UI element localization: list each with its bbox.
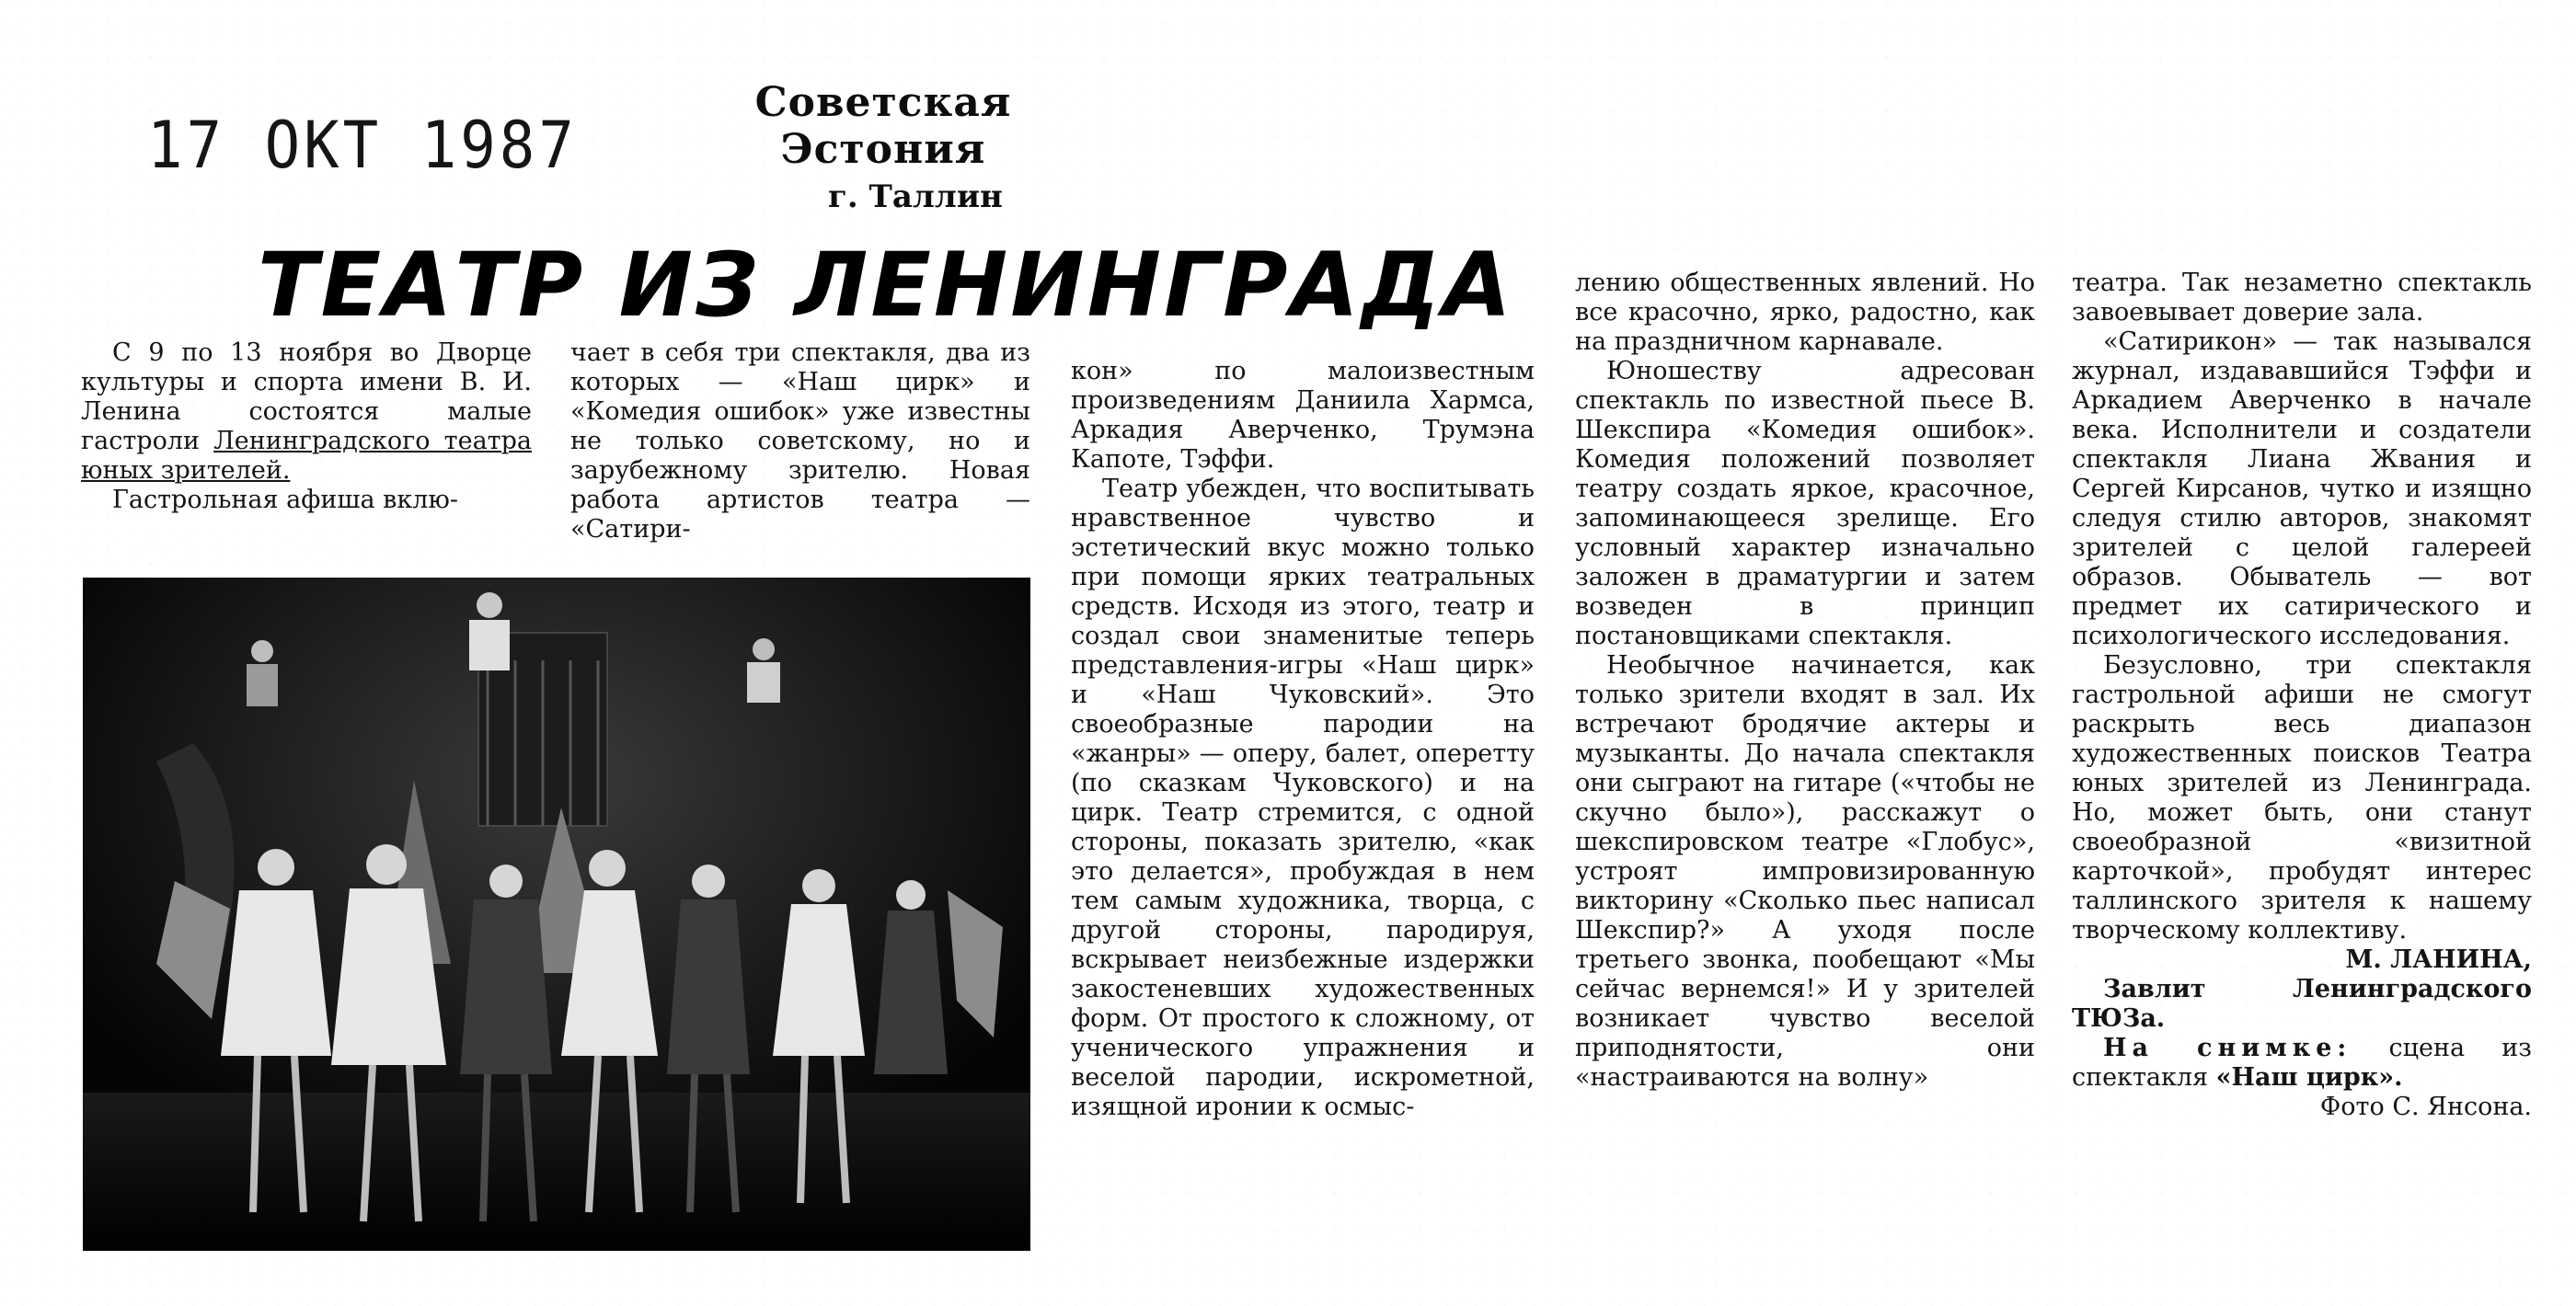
paragraph: Гастрольная афиша вклю- — [112, 486, 458, 514]
author-position: Завлит Ленинградского ТЮЗа. — [2072, 975, 2532, 1033]
newspaper-city: г. Таллин — [828, 178, 1003, 215]
stage-photo-image — [83, 578, 1030, 1251]
paragraph: Необычное начинается, как только зрители входят в зал. Их встречают бродячие актеры и музыканты. До начала спектакля они сыграют на гитаре («чтобы не скучно было»), расскажут о шекспировском театре «Глобус», устроят импровизированную викторину «Сколько пьес написал Шекспир?» А уходя после третьего звонка, пообещают «Мы сейчас вернемся!» И у зрителей возникает чувство веселой приподнятости, они «настраиваются на волну» — [1575, 651, 2035, 1092]
author-signature: М. ЛАНИНА, — [2345, 945, 2532, 974]
photo-caption — [2072, 1034, 2532, 1093]
article-column-4 — [1575, 269, 2035, 1093]
paragraph: чает в себя три спектакля, два из которых — «Наш цирк» и «Комедия ошибок» уже известны не только советскому, но и зарубежному зрителю. Новая работа артистов театра — «Сатири- — [570, 338, 1030, 544]
paragraph: Юношеству адресован спектакль по известной пьесе В. Шекспира «Комедия ошибок». Комедия положений позволяет театру создать яркое, красочное, запоминающееся зрелище. Его условный характер изначально заложен в драматургии и затем возведен в принцип постановщиками спектакля. — [1575, 357, 2035, 650]
paragraph: театра. Так незаметно спектакль завоевывает доверие зала. — [2072, 269, 2532, 326]
article-headline: ТЕАТР ИЗ ЛЕНИНГРАДА — [258, 234, 1514, 337]
article-column-1 — [81, 338, 532, 515]
theatre-name-underlined: Ленинградского театра юных зрителей. — [81, 427, 533, 485]
paragraph: кон» по малоизвестным произведениям Даниила Хармса, Аркадия Аверченко, Трумэна Капоте, Тэффи. — [1071, 357, 1535, 474]
article-column-2 — [570, 338, 1030, 544]
paragraph: «Сатирикон» — так назывался журнал, издававшийся Тэффи и Аркадием Аверченко в начале века. Исполнители и создатели спектакля Лиана Жвания и Сергей Кирсанов, чутко и изящно следуя стилю авторов, знакомят зрителей с целой галереей образов. Обыватель — вот предмет их сатирического и психологического исследования. — [2072, 327, 2532, 650]
caption-lead: На снимке: — [2103, 1034, 2352, 1062]
paragraph: Театр убежден, что воспитывать нравственное чувство и эстетический вкус можно только при помощи ярких театральных средств. Исходя из этого, театр и создал свои знаменитые теперь представления-игры «Наш цирк» и «Наш Чуковский». Это своеобразные пародии на «жанры» — оперу, балет, оперетту (по сказкам Чуковского) и на цирк. Театр стремится, с одной стороны, показать зрителю, «как это делается», пробуждая в нем тем самым художника, творца, с другой стороны, пародируя, вскрывает неизбежные издержки закостеневших художественных форм. От простого к сложному, от ученического упражнения и веселой пародии, искрометной, изящной иронии к осмыс- — [1071, 475, 1535, 1121]
caption-show-title: «Наш цирк». — [2215, 1063, 2403, 1092]
newspaper-stamp — [672, 79, 1095, 215]
article-column-5 — [2072, 269, 2532, 1122]
paragraph — [81, 338, 532, 486]
article-column-3 — [1071, 357, 1535, 1122]
stage-photo — [83, 578, 1030, 1251]
photo-credit: Фото С. Янсона. — [2319, 1093, 2532, 1121]
paragraph: Безусловно, три спектакля гастрольной афиши не смогут раскрыть весь диапазон художественных поисков Театра юных зрителей из Ленинграда. Но, может быть, они станут своеобразной «визитной карточкой», пробудят интерес таллинского зрителя к нашему творческому коллективу. — [2072, 651, 2532, 945]
caption-text: сцена из спектакля — [2072, 1034, 2532, 1092]
paragraph-text: С 9 по 13 ноября во Дворце культуры и спорта имени В. И. Ленина состоятся малые гастроли — [81, 338, 532, 455]
date-stamp: 17 ОКТ 1987 — [147, 109, 578, 184]
newspaper-name: Советская Эстония — [754, 79, 1012, 173]
paragraph: лению общественных явлений. Но все красочно, ярко, радостно, как на праздничном карнавале. — [1575, 269, 2035, 356]
